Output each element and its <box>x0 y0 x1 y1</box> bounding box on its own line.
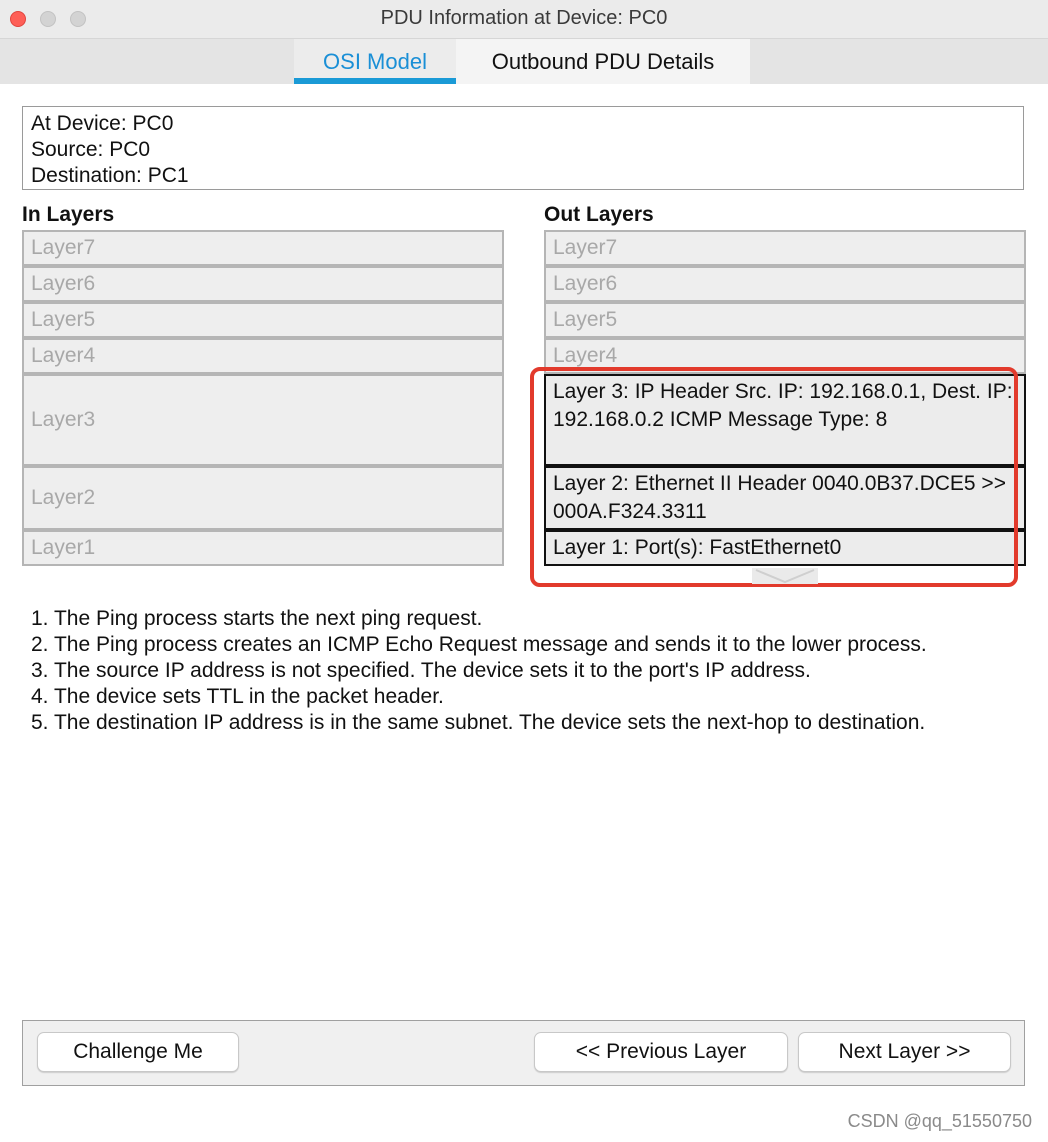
out-layers-label: Out Layers <box>544 203 654 226</box>
watermark-text: CSDN @qq_51550750 <box>847 1111 1032 1131</box>
out-layer-7[interactable]: Layer7 <box>544 230 1026 266</box>
list-item: 4. The device sets TTL in the packet header. <box>31 685 444 708</box>
next-layer-button[interactable]: Next Layer >> <box>798 1032 1011 1072</box>
in-layer-2[interactable]: Layer2 <box>22 466 504 530</box>
in-layers-label: In Layers <box>22 203 115 226</box>
out-layer-3[interactable]: Layer 3: IP Header Src. IP: 192.168.0.1, Dest. IP: 192.168.0.2 ICMP Message Type: 8 <box>544 374 1026 466</box>
destination-text: Destination: PC1 <box>31 164 189 187</box>
at-device-text: At Device: PC0 <box>31 112 174 135</box>
out-layer-2[interactable]: Layer 2: Ethernet II Header 0040.0B37.DCE5 >> 000A.F324.3311 <box>544 466 1026 530</box>
challenge-me-button[interactable]: Challenge Me <box>37 1032 239 1072</box>
chevron-down-icon <box>752 568 818 584</box>
list-item: 2. The Ping process creates an ICMP Echo Request message and sends it to the lower process. <box>31 633 927 656</box>
in-layer-1[interactable]: Layer1 <box>22 530 504 566</box>
source-text: Source: PC0 <box>31 138 151 161</box>
list-item: 3. The source IP address is not specified. The device sets it to the port's IP address. <box>31 659 811 682</box>
previous-layer-button[interactable]: << Previous Layer <box>534 1032 788 1072</box>
window-title: PDU Information at Device: PC0 <box>380 7 668 29</box>
tab-outbound-pdu-details[interactable]: Outbound PDU Details <box>456 39 750 84</box>
title-bar <box>0 0 1048 39</box>
out-layer-1[interactable]: Layer 1: Port(s): FastEthernet0 <box>544 530 1026 566</box>
in-layer-4[interactable]: Layer4 <box>22 338 504 374</box>
list-item: 1. The Ping process starts the next ping request. <box>31 607 483 630</box>
tab-osi-model[interactable]: OSI Model <box>294 39 456 84</box>
osi-model-panel <box>0 84 1048 1142</box>
out-layer-6[interactable]: Layer6 <box>544 266 1026 302</box>
in-layer-6[interactable]: Layer6 <box>22 266 504 302</box>
out-layer-5[interactable]: Layer5 <box>544 302 1026 338</box>
tab-strip <box>0 39 1048 84</box>
process-steps-list <box>31 606 991 736</box>
list-item: 5. The destination IP address is in the same subnet. The device sets the next-hop to destination. <box>31 711 926 734</box>
device-info-box <box>22 106 1024 190</box>
out-layer-4[interactable]: Layer4 <box>544 338 1026 374</box>
button-bar <box>22 1020 1025 1086</box>
in-layer-7[interactable]: Layer7 <box>22 230 504 266</box>
in-layer-5[interactable]: Layer5 <box>22 302 504 338</box>
in-layer-3[interactable]: Layer3 <box>22 374 504 466</box>
